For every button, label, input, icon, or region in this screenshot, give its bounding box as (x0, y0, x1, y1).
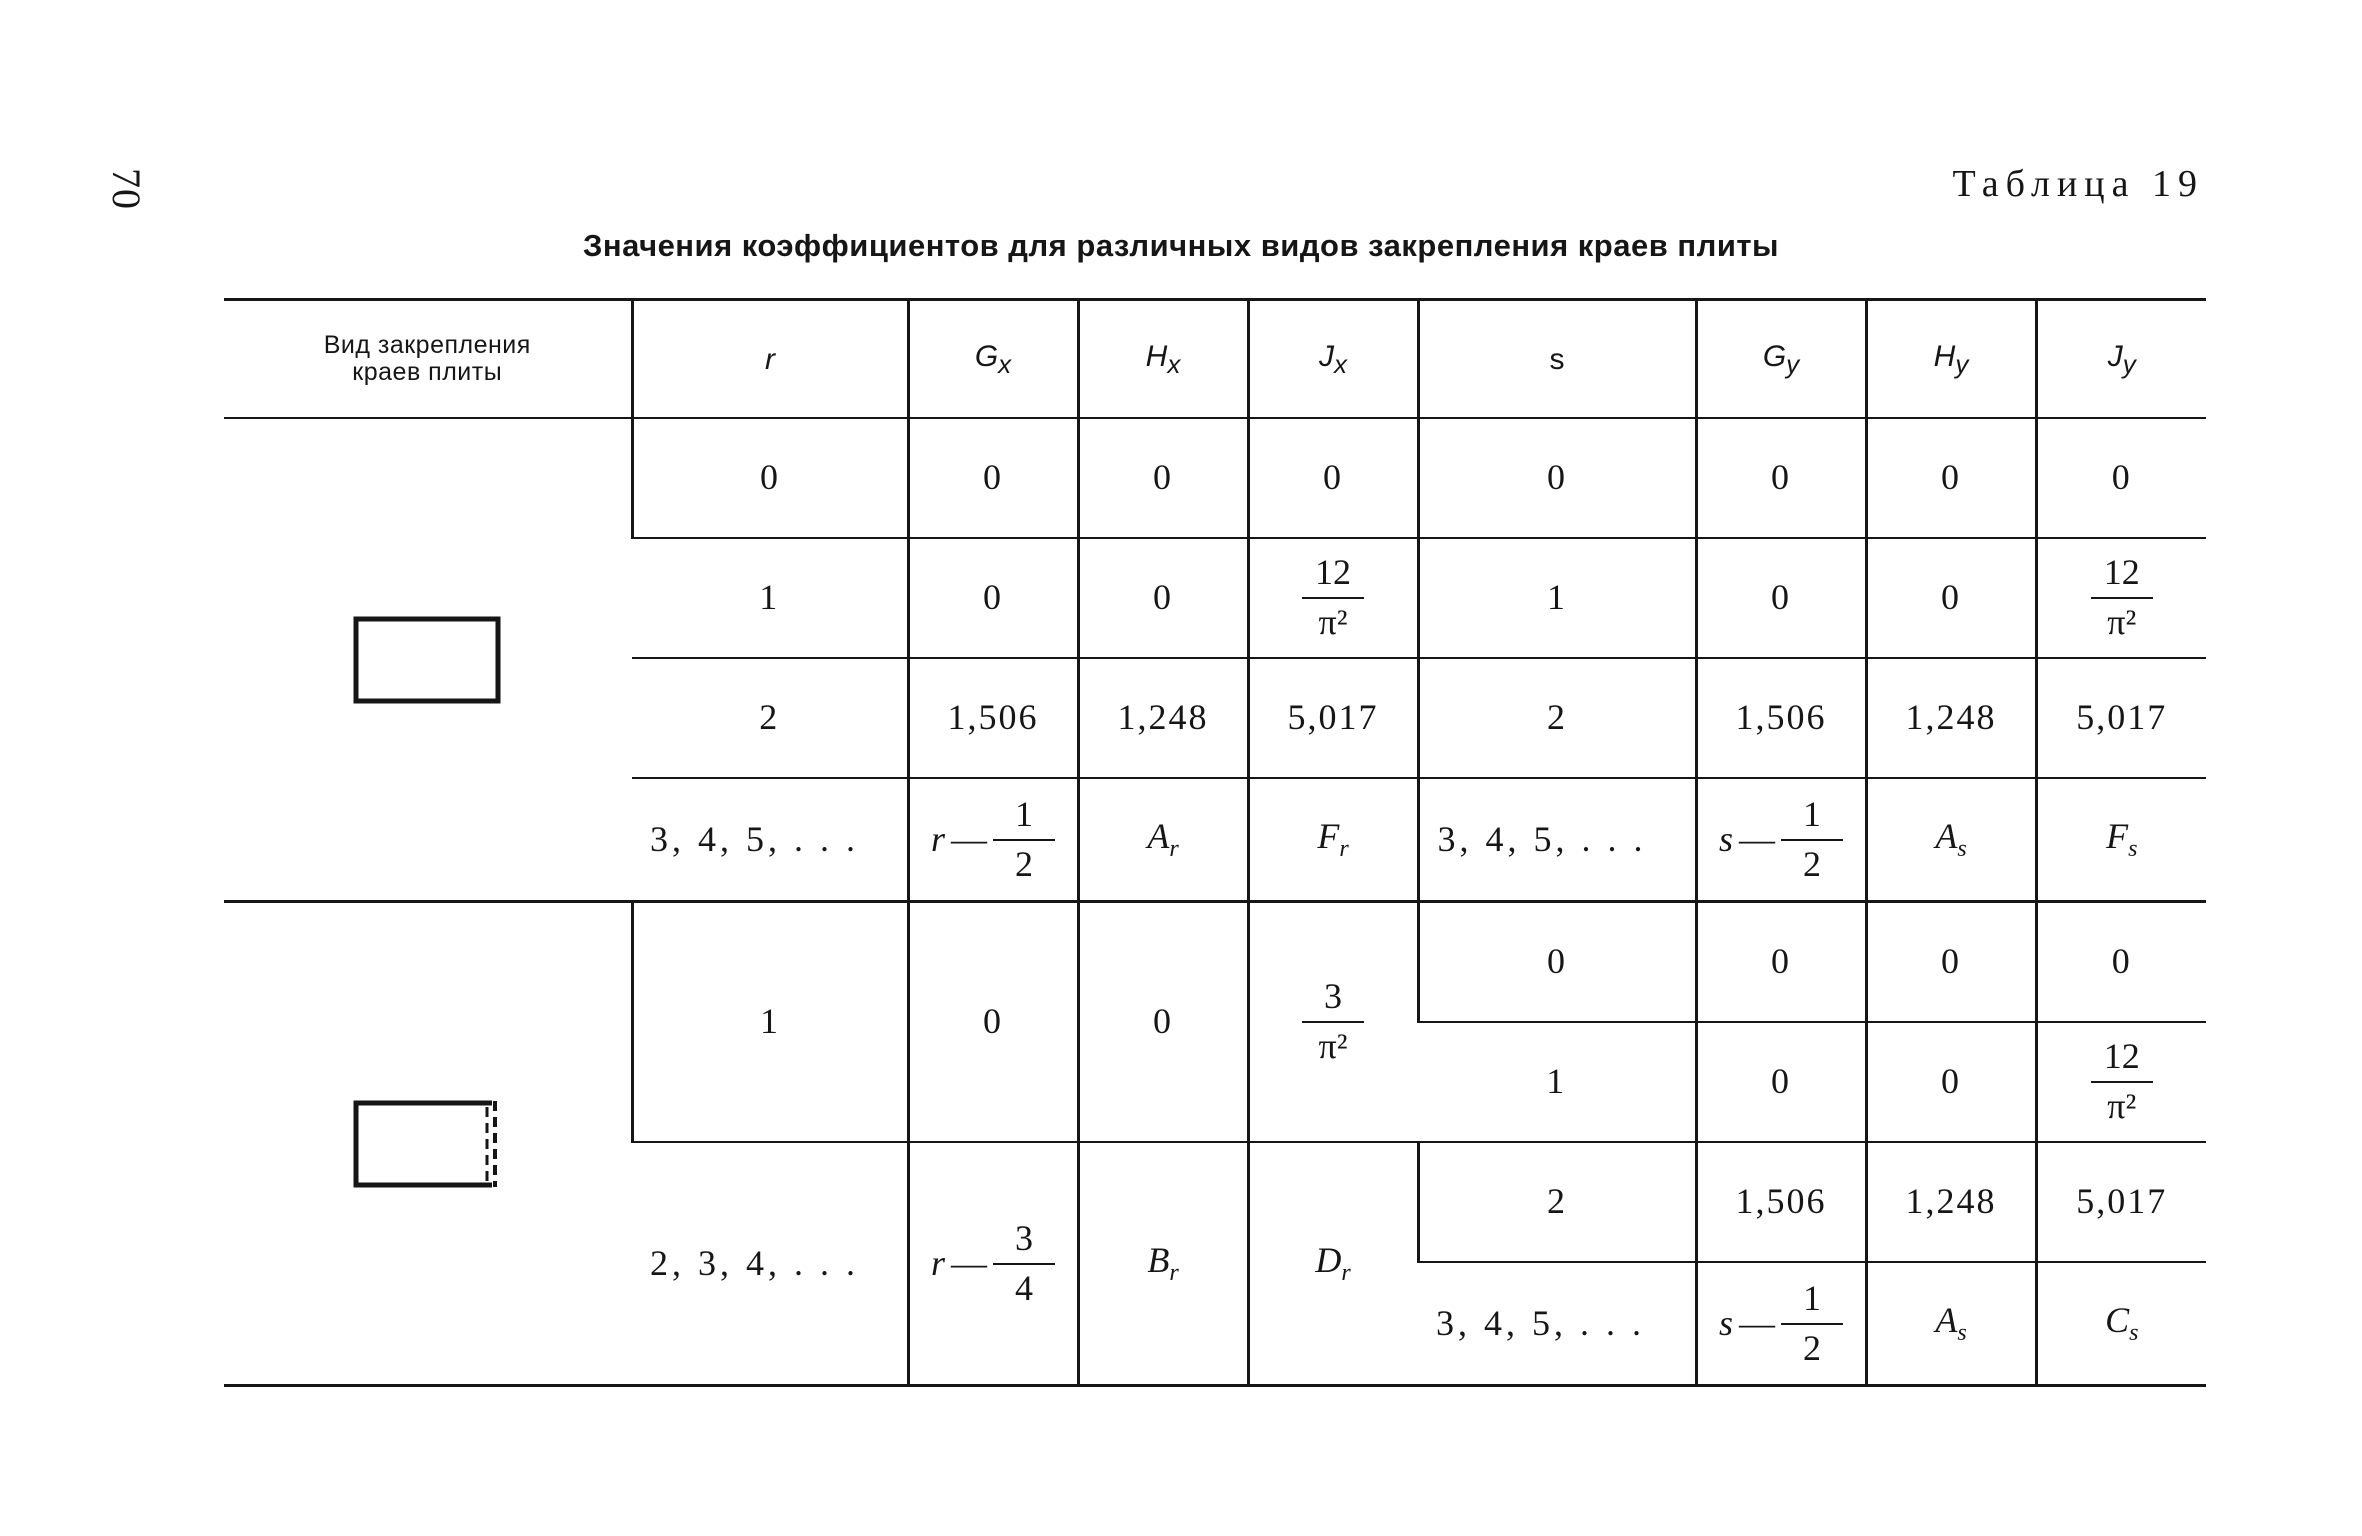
cell-hy: 0 (1866, 418, 2036, 538)
cell-r: 0 (632, 418, 908, 538)
cell-gy: s — $\frac{1}{2}$ (1696, 1262, 1866, 1386)
cell-gy: 0 (1696, 538, 1866, 658)
header-jy: $J_y$ (2036, 300, 2206, 419)
cell-hx: $B_r$ (1078, 1142, 1248, 1386)
cell-s: 0 (1418, 418, 1696, 538)
cell-gx: r — $\frac{1}{2}$ (908, 778, 1078, 902)
cell-hx: $A_r$ (1078, 778, 1248, 902)
cell-hx: 1,248 (1078, 658, 1248, 778)
cell-hy: $A_s$ (1866, 1262, 2036, 1386)
cell-jy: $F_s$ (2036, 778, 2206, 902)
fraction: $\frac{12}{\text{π²}}$ (2091, 553, 2153, 642)
cell-hx: 0 (1078, 538, 1248, 658)
cell-gy: s — $\frac{1}{2}$ (1696, 778, 1866, 902)
header-gy: $G_y$ (1696, 300, 1866, 419)
page-number: 70 (104, 168, 149, 210)
cell-jx (1248, 902, 1418, 1143)
header-hx: $H_x$ (1078, 300, 1248, 419)
cell-r: 1 (632, 902, 908, 1143)
fraction: $\frac{12}{\text{π²}}$ (1302, 553, 1364, 642)
cell-gx: 0 (908, 902, 1078, 1143)
cell-jy: 0 (2036, 902, 2206, 1023)
edge-kind-cell-2 (224, 902, 632, 1386)
coefficient-table (224, 298, 2206, 1387)
cell-gx: 0 (908, 538, 1078, 658)
cell-r: 1 (632, 538, 908, 658)
table-caption: Значения коэффициентов для различных видов закрепления краев плиты (582, 228, 1780, 263)
cell-s: 0 (1418, 902, 1696, 1023)
table-label: Таблица 19 (1952, 163, 2204, 205)
cell-jx: 0 (1248, 418, 1418, 538)
cell-jx: 5,017 (1248, 658, 1418, 778)
cell-s: 1 (1418, 1022, 1696, 1142)
header-r: r (632, 300, 908, 419)
cell-gy: 0 (1696, 902, 1866, 1023)
cell-gy: 1,506 (1696, 658, 1866, 778)
cell-gx: 1,506 (908, 658, 1078, 778)
cell-r: 2, 3, 4, . . . (650, 1242, 859, 1283)
cell-s: 1 (1418, 538, 1696, 658)
cell-hy: 1,248 (1866, 1142, 2036, 1262)
cell-jx: $D_r$ (1248, 1142, 1418, 1386)
edge-kind-cell-1 (224, 418, 632, 902)
cell-s: 2 (1418, 1142, 1696, 1262)
cell-s: 3, 4, 5, . . . (1418, 778, 1696, 902)
table-row (224, 902, 2206, 1023)
rectangle-dashed-right-edge-icon (352, 1099, 502, 1189)
cell-jy: 0 (2036, 418, 2206, 538)
table-row (224, 418, 2206, 538)
cell-jy (2036, 538, 2206, 658)
cell-gx: r — $\frac{3}{4}$ (908, 1142, 1078, 1386)
header-gx: $G_x$ (908, 300, 1078, 419)
cell-hy: $A_s$ (1866, 778, 2036, 902)
cell-hy: 1,248 (1866, 658, 2036, 778)
cell-jx (1248, 538, 1418, 658)
cell-hy: 0 (1866, 538, 2036, 658)
fraction: $\frac{3}{\text{π²}}$ (1302, 977, 1364, 1066)
cell-jx: $F_r$ (1248, 778, 1418, 902)
cell-hx: 0 (1078, 902, 1248, 1143)
cell-r: 2 (632, 658, 908, 778)
header-hy: $H_y$ (1866, 300, 2036, 419)
cell-jy: 5,017 (2036, 658, 2206, 778)
cell-gx: 0 (908, 418, 1078, 538)
cell-gy: 0 (1696, 1022, 1866, 1142)
header-edge-kind-line1: Вид закрепления (323, 330, 531, 359)
cell-jy: $C_s$ (2036, 1262, 2206, 1386)
header-row (224, 300, 2206, 419)
rectangle-all-edges-icon (352, 615, 502, 705)
cell-jy: 5,017 (2036, 1142, 2206, 1262)
cell-r: 3, 4, 5, . . . (632, 778, 908, 902)
cell-s: 2 (1418, 658, 1696, 778)
fraction: $\frac{12}{\text{π²}}$ (2091, 1037, 2153, 1126)
cell-jy (2036, 1022, 2206, 1142)
header-edge-kind (224, 300, 632, 419)
cell-gy: 0 (1696, 418, 1866, 538)
header-jx: $J_x$ (1248, 300, 1418, 419)
cell-hy: 0 (1866, 902, 2036, 1023)
header-s: s (1418, 300, 1696, 419)
cell-gy: 1,506 (1696, 1142, 1866, 1262)
cell-hy: 0 (1866, 1022, 2036, 1142)
cell-hx: 0 (1078, 418, 1248, 538)
cell-s: 3, 4, 5, . . . (1436, 1302, 1645, 1343)
header-edge-kind-line2: краев плиты (352, 358, 503, 386)
